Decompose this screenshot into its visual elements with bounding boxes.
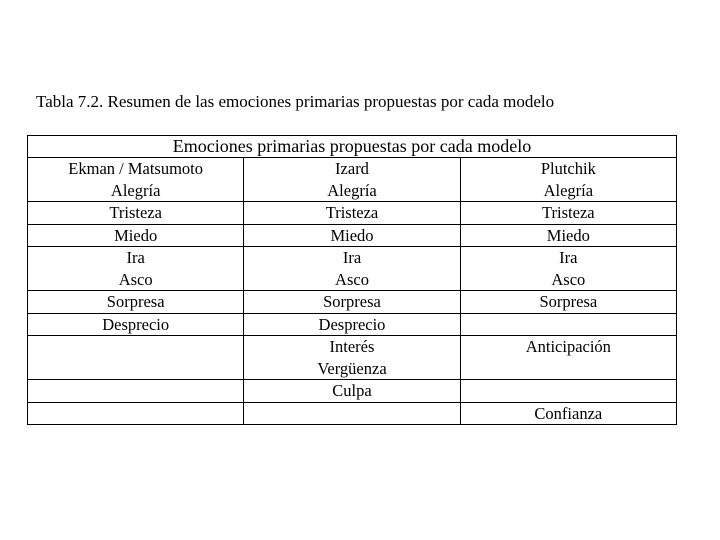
emotions-table [27,135,677,425]
table-cell [460,247,676,291]
cell-text: Asco [551,269,586,289]
empty-cell-spacer [244,403,459,425]
cell-text: Ira [559,248,578,267]
cell-text: Tristeza [542,203,595,222]
cell-text: Ira [342,248,362,267]
cell-text: Izard [335,159,369,178]
table-cell [244,158,460,202]
empty-cell-spacer [28,403,243,425]
cell-text: Ekman / Matsumoto [68,159,204,178]
table-cell [460,336,676,380]
empty-cell-spacer [28,358,243,380]
cell-text: Vergüenza [317,358,387,378]
cell-text: Asco [118,269,153,289]
cell-text: Alegría [543,180,594,200]
table-row [28,202,677,225]
table-cell [244,336,460,380]
empty-cell-spacer [28,380,243,402]
table-merged-header: Emociones primarias propuestas por cada modelo [28,136,677,158]
table-cell-empty [460,380,676,403]
table-cell-empty [244,402,460,425]
cell-text: Desprecio [102,314,170,334]
table-cell [460,158,676,202]
cell-text: Miedo [330,225,374,245]
table-row [28,313,677,336]
table-cell [244,313,460,336]
empty-cell-spacer [461,380,676,402]
table-cell-empty [28,402,244,425]
empty-cell-spacer [461,358,676,380]
table-cell-empty [460,313,676,336]
cell-text: Anticipación [525,337,611,356]
table-cell [28,291,244,314]
table-cell [244,202,460,225]
table-cell [460,291,676,314]
cell-text: Asco [335,269,369,289]
cell-text: Sorpresa [323,292,381,311]
cell-text: Sorpresa [539,292,598,311]
table-cell [28,202,244,225]
table-row [28,291,677,314]
table-header-row [28,136,677,158]
table-cell [28,313,244,336]
empty-cell-spacer [28,336,243,358]
cell-text: Desprecio [318,314,386,334]
table-caption: Tabla 7.2. Resumen de las emociones primarias propuestas por cada modelo [36,92,555,111]
cell-text: Miedo [114,225,158,245]
table-cell [28,247,244,291]
table-row [28,158,677,202]
table-row [28,247,677,291]
cell-text: Alegría [327,180,377,200]
table-row [28,380,677,403]
table-cell [244,247,460,291]
table-cell-empty [28,380,244,403]
cell-text: Alegría [110,180,161,200]
table-row [28,402,677,425]
cell-text: Tristeza [109,203,162,222]
table-cell [460,402,676,425]
cell-text: Culpa [332,381,372,400]
table-cell [28,158,244,202]
table-cell [460,224,676,247]
cell-text: Sorpresa [106,292,165,311]
cell-text: Ira [126,248,145,267]
cell-text: Interés [329,337,375,356]
table-cell [244,291,460,314]
table-cell [460,202,676,225]
table-cell [244,380,460,403]
table-cell-empty [28,336,244,380]
table-row [28,336,677,380]
cell-text: Plutchik [540,159,596,178]
cell-text: Confianza [534,403,603,423]
table-cell [244,224,460,247]
cell-text: Miedo [546,225,590,245]
table-row [28,224,677,247]
cell-text: Tristeza [325,203,379,222]
table-cell [28,224,244,247]
empty-cell-spacer [461,314,676,336]
